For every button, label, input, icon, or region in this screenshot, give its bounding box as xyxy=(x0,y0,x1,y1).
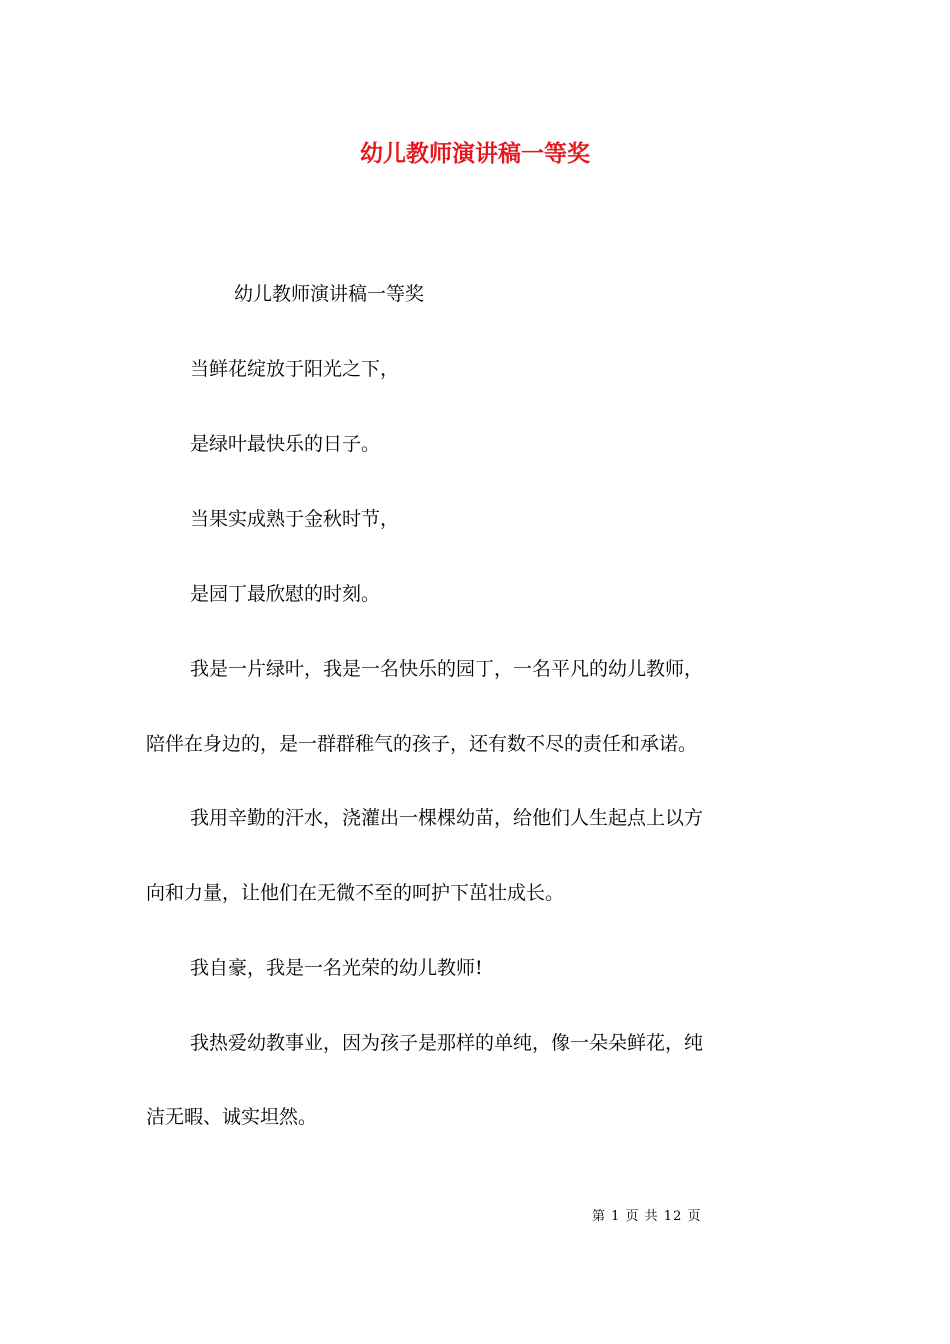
paragraph-subtitle: 幼儿教师演讲稿一等奖 xyxy=(234,283,425,305)
paragraph: 我用辛勤的汗水，浇灌出一棵棵幼苗，给他们人生起点上以方 xyxy=(190,807,704,829)
paragraph: 我自豪，我是一名光荣的幼儿教师! xyxy=(190,957,483,979)
paragraph: 当果实成熟于金秋时节， xyxy=(190,508,400,530)
paragraph: 是园丁最欣慰的时刻。 xyxy=(190,583,381,605)
paragraph: 我是一片绿叶，我是一名快乐的园丁，一名平凡的幼儿教师， xyxy=(190,658,704,680)
page-number-footer: 第 1 页 共 12 页 xyxy=(592,1209,702,1224)
paragraph: 是绿叶最快乐的日子。 xyxy=(190,433,381,455)
paragraph: 陪伴在身边的，是一群群稚气的孩子，还有数不尽的责任和承诺。 xyxy=(146,733,698,755)
paragraph: 洁无暇、诚实坦然。 xyxy=(146,1106,318,1128)
paragraph: 向和力量，让他们在无微不至的呵护下茁壮成长。 xyxy=(146,882,565,904)
paragraph: 当鲜花绽放于阳光之下， xyxy=(190,358,400,380)
document-title: 幼儿教师演讲稿一等奖 xyxy=(360,140,590,167)
paragraph: 我热爱幼教事业，因为孩子是那样的单纯，像一朵朵鲜花，纯 xyxy=(190,1032,704,1054)
